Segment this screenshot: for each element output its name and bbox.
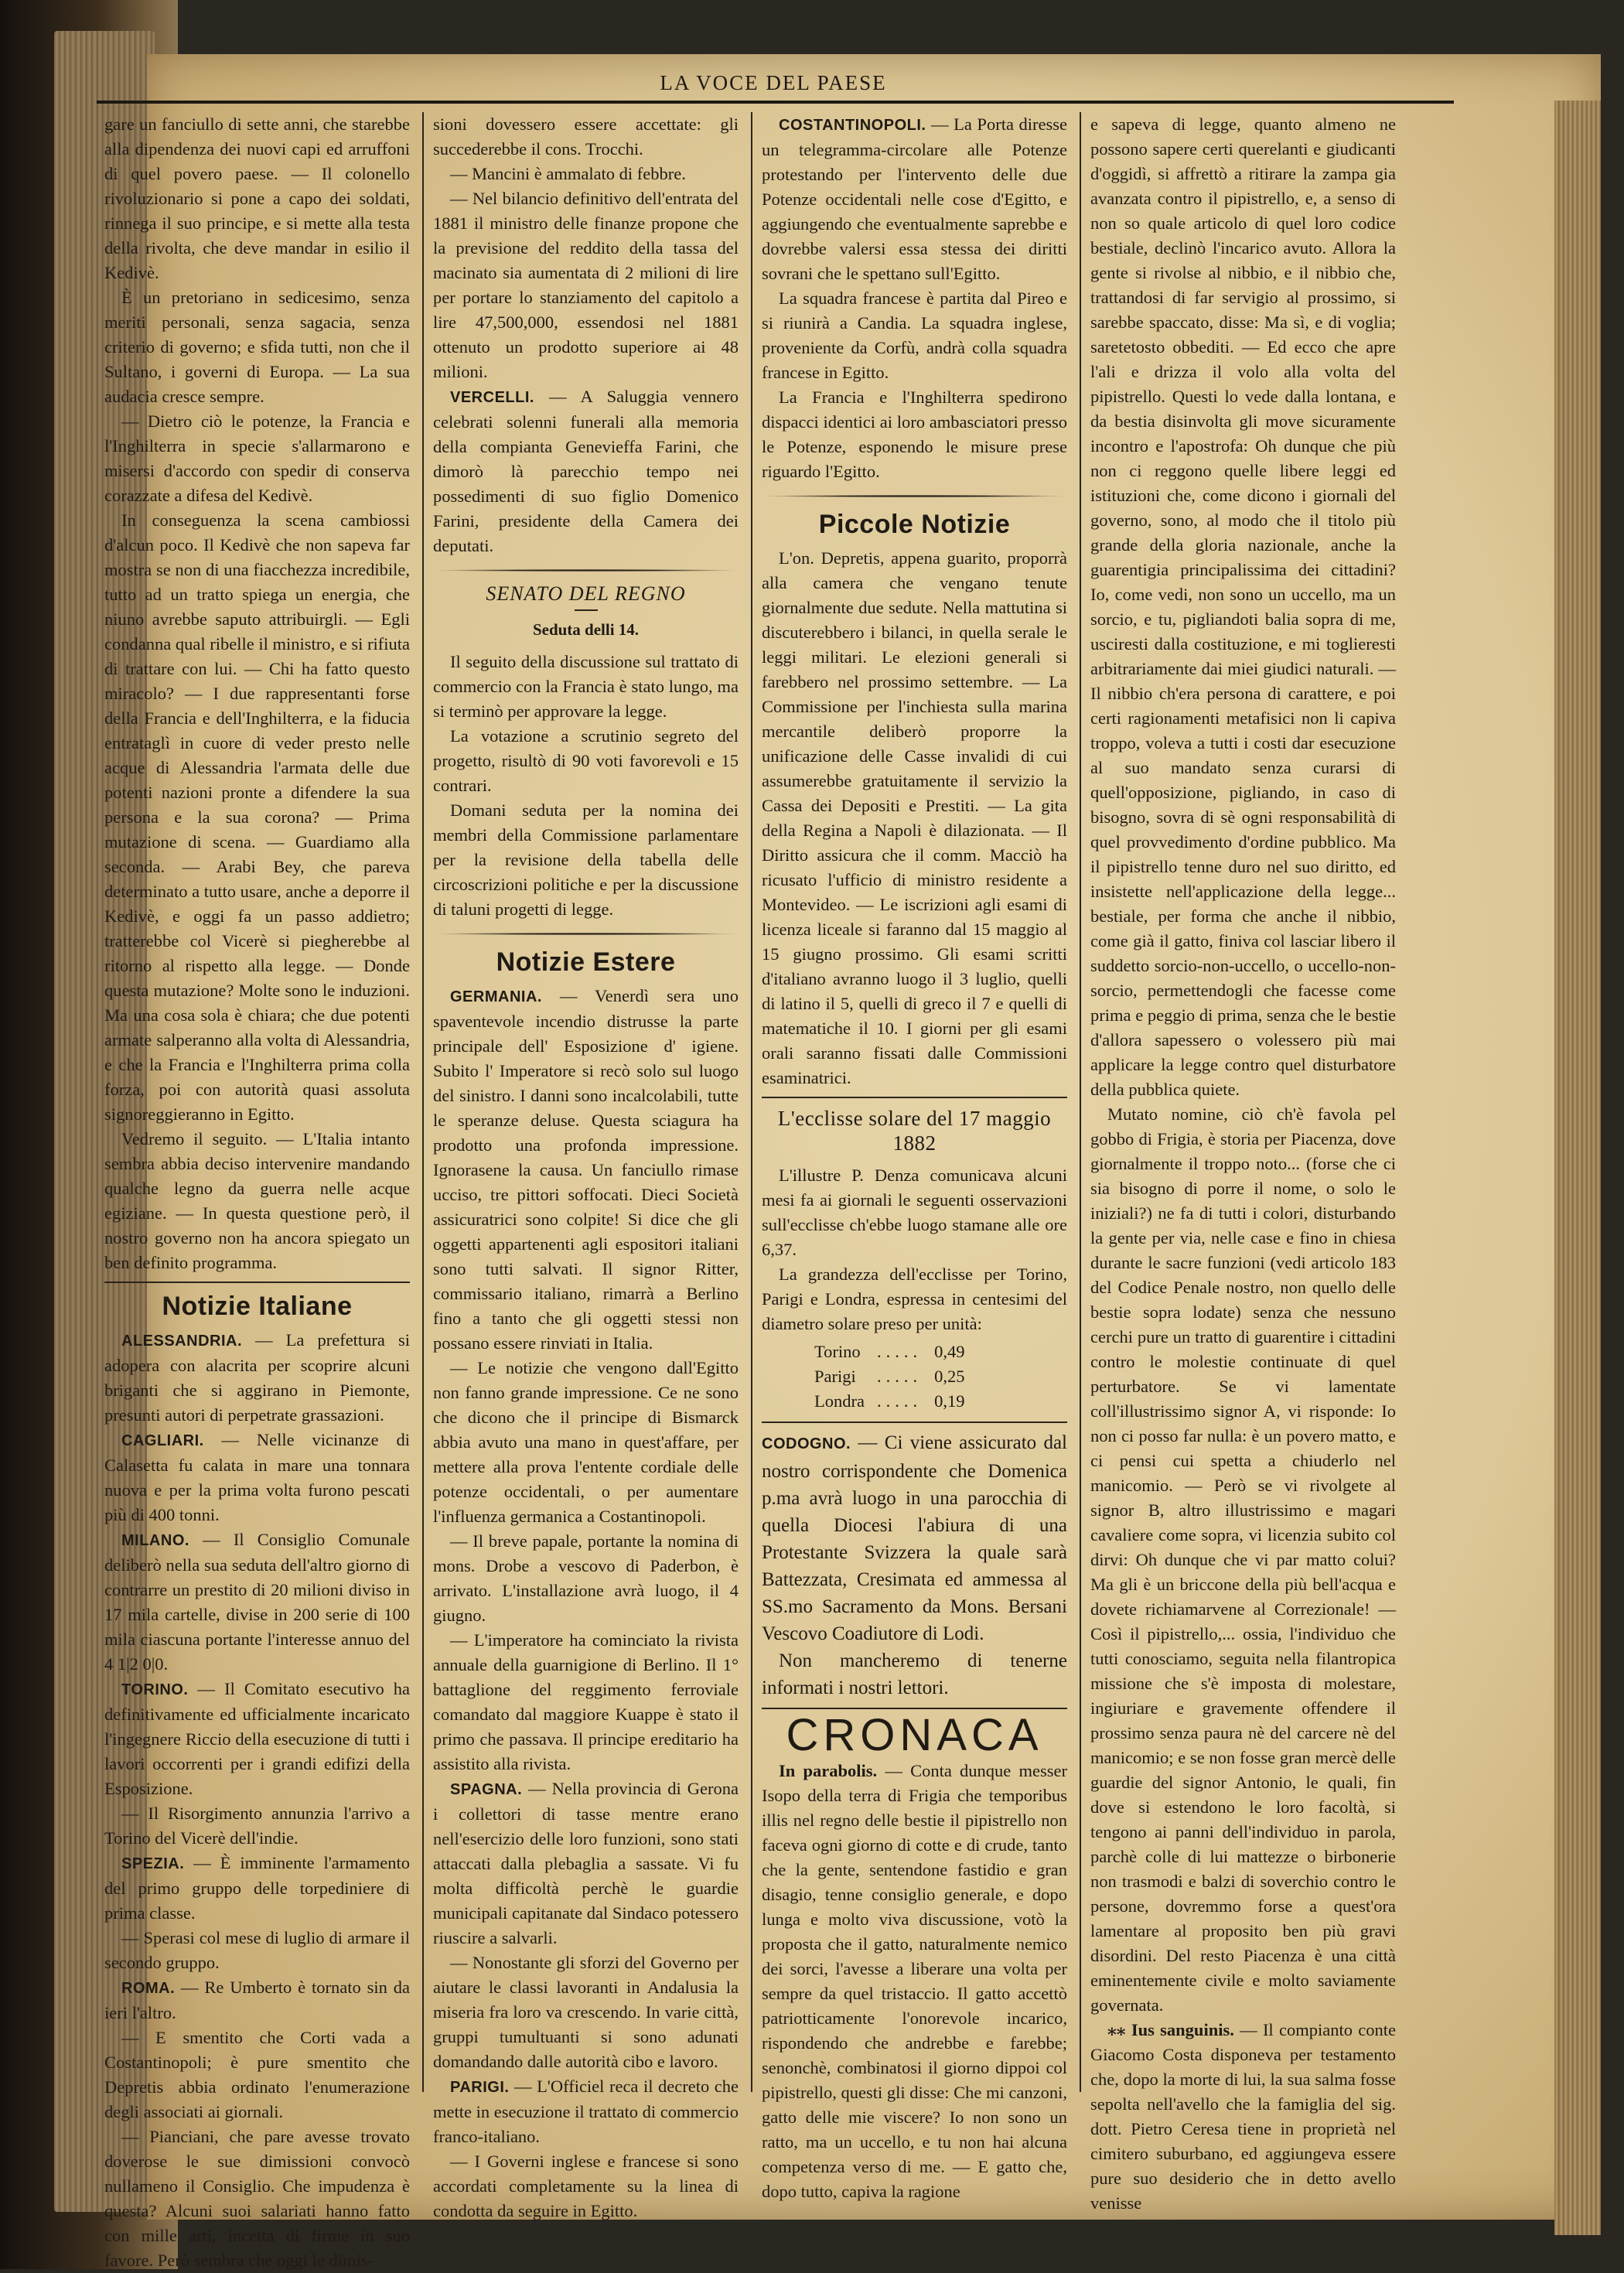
news-item [433,1950,739,2074]
news-text: — Il compianto conte Giacomo Costa disponeva per testamento che, dopo la morte di lui, la sua salma fosse sepolta nell'avello che la famiglia del sig. dott. Pietro Ceresa tiene in proprietà nel cimitero suburbano, ed aggiungeva essere pure suo desiderio che in detto avello venisse [1090,2020,1396,2213]
article-paragraph: Domani seduta per la nomina dei membri della Commissione parlamentare per la revisione della tabella delle circoscrizioni politiche e per la discussione di taluni progetti di legge. [433,800,739,919]
news-item [104,1527,410,1677]
article-paragraph: L'illustre P. Denza comunicava alcuni mesi fa ai giornali le seguenti osservazioni sull'ecclisse ch'ebbe luogo stamane alle ore 6,37. [762,1166,1067,1259]
news-text: — Le notizie che vengono dall'Egitto non fanno grande impressione. Ce ne sono che dicono che il principe di Bismarck abbia avuto una mano in quest'affare, per mettere alla prova l'entente cordiale delle potenze occidentali, o per aumentare l'influenza germanica a Costantinopoli. [433,1358,739,1526]
dot-leader: ..... [876,1367,923,1386]
page-title: LA VOCE DEL PAESE [660,71,887,94]
news-text: — Pianciani, che pare avesse trovato doverose le sue dimissioni convocò nullameno il Consiglio. Che impudenza è questa? Alcuni suoi salariati hanno fatto con mille arti, incetta di firme in suo favore. Però sembra che oggi le dimis- [104,2127,410,2270]
news-item [433,1776,739,1950]
news-text: — E smentito che Corti vada a Costantinopoli; è pure smentito che Depretis abbia ordinato l'enumerazione degli associati ai giornali. [104,2028,410,2121]
news-text: — Il breve papale, portante la nomina di mons. Drobe a vescovo di Paderbon, è arrivato. L'installazione avrà luogo, il 4 giugno. [433,1531,739,1625]
column-3 [762,112,1067,2201]
city-label: CAGLIARI. [121,1432,204,1449]
news-text: — Nelle vicinanze di Calasetta fu calata in mare una tonnara nuova e per la prima volta furono pescati più di 400 tonni. [104,1430,410,1524]
news-text: — Sperasi col mese di luglio di armare il secondo gruppo. [104,1928,410,1972]
news-text: — Il Risorgimento annunzia l'arrivo a Torino del Vicerè dell'indie. [104,1804,410,1848]
news-text: — Nel bilancio definitivo dell'entrata del 1881 il ministro delle finanze propone che la previsione del reddito della tassa del macinato sia aumentata di 2 milioni di lire per portare lo stanziamento del capitolo a lire 47,500,000, essendosi nel 1881 ottenuto un prodotto superiore ai 48 milioni. [433,189,739,381]
news-item [104,1328,410,1428]
codogno-notice [762,1429,1067,1701]
section-title-piccole: Piccole Notizie [818,510,1011,539]
section-title-cronaca: CRONACA [786,1710,1043,1760]
ornamental-rule [433,565,739,575]
section-rule [762,1421,1067,1423]
column-1 [104,112,410,2270]
news-item [433,2074,739,2149]
news-item [762,385,1067,484]
article-paragraph: e sapeva di legge, quanto almeno ne possono sapere certi querelanti e giudicanti d'oggidì, si affrettò a ritirare la zampa gia avanzata contro il pipistrello, e, a senso di non so quale articolo di quel loro codice bestiale, declinò l'incarico avuto. Allora la gente si rivolse al nibbio, e il nibbio che, trattandosi di far servigio al prossimo, si sarebbe spaccato, disse: Ma sì, e di voglia; saretetosto obbediti. — Ed ecco che apre l'ali e drizza il volo alla volta del pipistrello. Questi lo vede dalla lontana, e da bestia disinvolta gli move sicuramente incontro e l'apostrofa: Oh dunque che più non ci reggono quelle libere leggi ed istituzioni che, come dicono i giornali del governo, sono, al modo che il titolo più grande della gloria nazionale, anche la guarentigia principalissima dei cittadini? Io, come vedi, non sono un uccello, ma un sorcio, e tu, pigliandoti balia sopra di me, usciresti dalla costituzione, e mi toglieresti arbitrariamente dai miei giudici naturali. — Il nibbio ch'era persona di carattere, e poi certi ragionamenti metafisici non li capiva troppo, voleva a tutti i costi dar esecuzione al suo mandato senza curarsi di quell'opposizione, pigliando, in caso di bisogno, sovra di sè ogni responsabilità di quel provvedimento d'ordine pubblico. Ma il pipistrello tenne duro nel suo diritto, ed insistette nell'applicazione della legge... bestiale, per forma che anche il nibbio, come già il gatto, finiva col lasciar libero il suddetto sorcio-non-uccello, o uccello-non-sorcio, permettendogli che facesse come prima e peggio di prima, senza che le bestie d'allora sapessero o volessero più mai applicare la legge contro quel disturbatore della pubblica quiete. [1090,114,1396,1099]
city-label: ALESSANDRIA. [121,1333,243,1350]
article-paragraph: Vedremo il seguito. — L'Italia intanto sembra abbia deciso intervenire mandando qualche legno da guerra nelle acque egiziane. — In questa questione però, il nostro governo non ha ancora spiegato un ben definito programma. [104,1129,410,1272]
news-item [433,384,739,558]
news-item [433,186,739,384]
news-item [762,1759,1067,2204]
news-text: — Nella provincia di Gerona i collettori di tasse mentre erano nell'esercizio delle loro funzioni, sono stati attaccati dalla plebaglia a sassate. Vi fu molta difficoltà perchè le guardie municipali capitanate dal Sindaco potessero riuscire a salvarli. [433,1779,739,1947]
estere-list [433,984,739,2224]
news-item [104,1801,410,1851]
news-item [433,112,739,162]
city-label: MILANO. [121,1532,189,1549]
news-item [104,2026,410,2125]
news-text: — La prefettura si adopera con alacrita per scoprire alcuni briganti che si aggirano in Piemonte, presunti autori di perpetrate grassazioni. [104,1330,410,1425]
table-cell: Parigi [814,1367,856,1386]
news-text: — Conta dunque messer Isopo della terra di Frigia che temporibus illis nel regno delle bestie il pipistrello non faceva ogni giorno di cotte e di crude, tanto che la gente, sentendone fastidio e gran disagio, tenne consiglio generale, e dopo lunga e molto viva discussione, votò la proposta che il gatto, naturalmente nemico dei sorci, l'avesse a liberare una volta per sempre da quel tristaccio. Il gatto accettò patriotticamente l'onorevole incarico, rispondendo che andrebbe e farebbe; senonchè, combinatosi il giorno dippoi col pipistrello, questi gli disse: Che mi canzoni, gatto delle mie viscere? Io non sono un ratto, ma un uccello, e tu non hai alcuna competenza verso di me. — E gatto che, dopo tutto, capiva la ragione [762,1761,1067,2201]
news-item [762,286,1067,385]
city-label: TORINO. [121,1681,189,1698]
news-item [104,1851,410,1926]
section-title-eclisse: L'ecclisse solare del 17 maggio 1882 [777,1107,1052,1155]
column-rule [422,112,424,2092]
ornamental-rule [433,928,739,939]
news-item [104,1428,410,1527]
seduta-subtitle: Seduta delli 14. [532,620,640,639]
section-rule [104,1282,410,1283]
ornamental-rule [762,490,1067,501]
news-text: — Il Comitato esecutivo ha definitivamente ed ufficialmente incaricato l'ingegnere Riccio della esecuzione di tutti i lavori occorrenti per i grandi edifizi della Esposizione. [104,1679,410,1798]
news-text: — Re Umberto è tornato sin da ieri l'altro. [104,1978,410,2022]
news-item [762,1429,1067,1647]
news-item [433,162,739,186]
table-row [808,1364,971,1389]
article-paragraph: L'on. Depretis, appena guarito, proporrà alla camera che vengano tenute giornalmente due sedute. Nella mattutina si discuterebbero i bilanci, in quella serale le leggi militari. Le elezioni generali si farebbero nel prossimo settembre. — La Commissione per l'inchiesta sulla marina mercantile deliberò proporre la unificazione delle Casse invalidi di cui assumerebbe gratuitamente il servizio la Cassa dei Depositi e Prestiti. — La gita della Regina a Napoli è dilazionata. — Il Diritto assicura che il comm. Macciò ha ricusato l'ufficio di ministro residente a Montevideo. — Le iscrizioni agli esami di licenza liceale si faranno dal 15 maggio al 15 giugno prossimo. Gli esami scritti d'italiano avranno luogo il 3 luglio, quelli di latino il 5, quelli di greco il 7 e quelli di matematiche il 10. I giorni per gli esami orali saranno fissati dalle Commissioni esaminatrici. [762,548,1067,1087]
news-item [1090,2018,1396,2216]
section-title-estere: Notizie Estere [496,947,676,977]
news-item [433,1628,739,1776]
item-lead: ⁎⁎ Ius sanguinis. [1107,2020,1234,2039]
article-paragraph: Il seguito della discussione sul trattato di commercio con la Francia è stato lungo, ma si terminò per approvare la legge. [433,652,739,721]
article-paragraph: Mutato nomine, ciò ch'è favola pel gobbo di Frigia, è storia per Piacenza, dove giornalmente il troppo noto... (forse che ci sia bisogno di porre il nome, o solo le iniziali?) ne fa di tutti i colori, disturbando la gente per via, nelle case e fino in chiesa durante le sacre funzioni (vedi articolo 183 del Codice Penale nostro, non quello delle bestie sopra lodate) senza che nessuno cerchi pure un tratto di guarentire i cittadini contro le molestie continuate di quel perturbatore. Se vi lamentate coll'illustrissimo signor A, vi risponde: Io non ci posso far nulla: è un povero matto, e ci pensi cui spetta a chiuderlo nel manicomio. — Però se vi rivolgete al signor B, altro illustrissimo e magari cavaliere come sopra, vi licenzia subito col dirvi: Oh dunque che vi par matto colui? Ma gli è un briccone della più bell'acqua e dovete richiamarvene al Correzionale! — Così il pipistrello,... ossia, l'individuo che tutti conosciamo, seguita nella filantropica missione che s'è imposta di molestare, ingiuriare e gravemente offendere il prossimo senza paura nè del carcere nè del manicomio; e se non fosse gran mercè delle guardie del signor Antonio, le quali, fin dove si estendono le loro facoltà, si tengono ai panni dell'individuo in parola, parchè colle di lui mattezze o birbonerie non trasmodi e balzi di soverchio contro le persone, dovremmo forse a quest'ora lamentare al proposito ben più gravi disordini. Del resto Piacenza è una città eminentemente civile e molto saviamente governata. [1090,1104,1396,2015]
dash-divider [575,609,598,611]
city-label: SPAGNA. [450,1781,523,1798]
city-label: SPEZIA. [121,1855,185,1872]
column-2 [433,112,739,2220]
section-rule [762,1708,1067,1709]
table-cell: Torino [814,1342,861,1361]
news-text: — La Porta diresse un telegramma-circolare alle Potenze protestando per l'intervento delle due Potenze occidentali nelle cose d'Egitto, e aggiungendo che eventualmente saprebbe e dovrebbe valersi essa stessa dei diritti sovrani che le spettano sull'Egitto. [762,114,1067,283]
column-4 [1090,112,1396,2213]
column-rule [751,112,752,2092]
article-paragraph: La grandezza dell'ecclisse per Torino, Parigi e Londra, espressa in centesimi del diametro solare preso per unità: [762,1264,1067,1333]
news-item [433,1529,739,1628]
news-text: La squadra francese è partita dal Pireo e si riunirà a Candia. La squadra inglese, proveniente da Corfù, andrà colla squadra francese in Egitto. [762,288,1067,382]
table-cell: 0,19 [934,1391,965,1411]
news-text: — Mancini è ammalato di febbre. [450,164,686,183]
section-title-senato: SENATO DEL REGNO [486,582,686,605]
news-text: — L'Officiel reca il decreto che mette in esecuzione il trattato di commercio franco-italiano. [433,2077,739,2146]
news-text: — Il Consiglio Comunale deliberò nella sua seduta dell'altro giorno di contrarre un prestito di 20 milioni diviso in 17 mila cartelle, divise in 200 serie di 100 mila ciascuna portante l'interesse annuo del 4 1|2 0|0. [104,1530,410,1674]
news-text: — L'imperatore ha cominciato la rivista annuale della guarnigione di Berlino. Il 1° battaglione del reggimento ferroviale comandato dal maggiore Kuappe è stato il primo che passava. Il principe ereditario ha assistito alla rivista. [433,1630,739,1773]
news-text: — I Governi inglese e francese si sono accordati completamente su la linea di condotta da seguire in Egitto. [433,2152,739,2220]
news-text: — Venerdì sera uno spaventevole incendio distrusse la parte principale dell' Esposizione d' igiene. Subito l' Imperatore si recò solo sul luogo del sinistro. I danni sono incalcolabili, tutte le speranze deluse. Questa sciagura ha prodotto una profonda impressione. Ignorasene la causa. Un fanciullo rimase ucciso, tre pittori soffocati. Dieci Società assicuratrici sono colpite! Si dice che gli oggetti appartenenti agli espositori italiani sono tutti salvati. Il signor Ritter, commissario italiano, rimarrà a Berlino fino a tanto che gli oggetti stessi non possano essere rinviati in Italia. [433,986,739,1353]
city-label: VERCELLI. [450,389,534,406]
news-item [433,984,739,1356]
city-label: GERMANIA. [450,988,542,1005]
dot-leader: ..... [876,1391,923,1411]
news-text: sioni dovessero essere accettate: gli succederebbe il cons. Trocchi. [433,114,739,159]
news-text: — A Saluggia vennero celebrati solenni funerali alla memoria della compianta Genevieffa Farini, che dimorò là parecchio tempo nei possedimenti di suo figlio Domenico Farini, presidente della Camera dei deputati. [433,387,739,555]
italiane-list [104,1328,410,2273]
city-label: COSTANTINOPOLI. [779,117,926,134]
table-cell: Londra [814,1391,865,1411]
table-row [808,1389,971,1414]
column-3-top [762,112,1067,484]
news-item [104,2125,410,2273]
section-title-italiane: Notizie Italiane [162,1292,353,1321]
news-item [104,1926,410,1975]
article-paragraph: — Dietro ciò le potenze, la Francia e l'Inghilterra in specie s'allarmarono e misersi d'accordo con spedir di conserva corazzate a difesa del Kedivè. [104,411,410,505]
article-paragraph: La votazione a scrutinio segreto del progetto, risultò di 90 voti favorevoli e 15 contrari. [433,726,739,795]
news-item [762,112,1067,286]
news-text: — Ci viene assicurato dal nostro corrispondente che Domenica p.ma avrà luogo in una parocchia di quella Diocesi l'abiura di una Protestante Svizzera la quale sarà Battezzata, Cresimata ed ammessa al SS.mo Sacramento da Mons. Bersani Vescovo Coadiutore di Lodi. [762,1432,1067,1644]
news-item [433,1356,739,1529]
column-2-top [433,112,739,384]
news-text: — È imminente l'armamento del primo gruppo delle torpediniere di prima classe. [104,1853,410,1923]
article-paragraph: Non mancheremo di tenerne informati i nostri lettori. [762,1650,1067,1698]
right-page-edges [1554,101,1601,2235]
column-rule [1080,112,1081,2092]
table-cell: 0,25 [934,1367,965,1386]
city-label: PARIGI. [450,2079,510,2096]
news-item [433,2149,739,2224]
article-paragraph: In conseguenza la scena cambiossi d'alcun poco. Il Kedivè che non sapeva far mostra se non di una fiacchezza incredibile, tutto ad un tratto spiega un energia, che niuno avrebbe saputo attribuirgli. — Egli condanna qual ribelle il ministro, e si rifiuta di trattare con lui. — Chi ha fatto questo miracolo? — I due rappresentanti forse della Francia e dell'Inghilterra, e la fiducia entrataglì in cuore di veder presto nelle acque di Alessandria l'armata delle due potenti nazioni pronte a difendere la sua persona e la sua corona? — Prima mutazione di scena. — Guardiamo alla seconda. — Arabi Bey, che pareva determinato a tutto usare, anche a deporre il Kedivè, e oggi fa un passo addietro; tratterebbe col Vicerè si piegherebbe al ritorno al rispetto alla legge. — Donde questa mutazione? Molte sono le induzioni. Ma una cosa sola è chiara; che due potenti armate salperanno alla volta di Alessandria, e che la Francia e l'Inghilterra prima colla forza, poi con autorità quasi assoluta signoreggieranno in Egitto. [104,510,410,1124]
eclipse-table [808,1340,971,1414]
dot-leader: ..... [876,1342,923,1361]
news-item [104,1975,410,2026]
table-cell: 0,49 [934,1342,965,1361]
news-item [104,1677,410,1801]
section-rule [762,1097,1067,1098]
table-row [808,1340,971,1364]
header-rule [97,101,1454,104]
item-lead: In parabolis. [779,1761,878,1780]
news-text: La Francia e l'Inghilterra spedirono dispacci identici ai loro ambasciatori presso le Potenze, esponendo le misure prese riguardo l'Egitto. [762,387,1067,481]
article-paragraph: gare un fanciullo di sette anni, che starebbe alla dipendenza dei nuovi capi ed arruffoni di quel povero paese. — Il colonello rivoluzionario si pone a capo dei soldati, rinnega il suo principe, e si mette alla testa della rivolta, che deve mandar in esilio il Kedivè. [104,114,410,282]
city-label: CODOGNO. [762,1435,851,1452]
news-text: — Nonostante gli sforzi del Governo per aiutare le classi lavoranti in Andalusia la miseria fra loro va crescendo. In varie città, gruppi tumultuanti si sono adunati domandando dalle autorità cibo e lavoro. [433,1953,739,2071]
city-label: ROMA. [121,1980,176,1997]
article-paragraph: È un pretoriano in sedicesimo, senza meriti personali, senza sagacia, senza criterio di governo; e sfida tutti, non che il Sultano, i governi di Europa. — La sua audacia cresce sempre. [104,288,410,406]
